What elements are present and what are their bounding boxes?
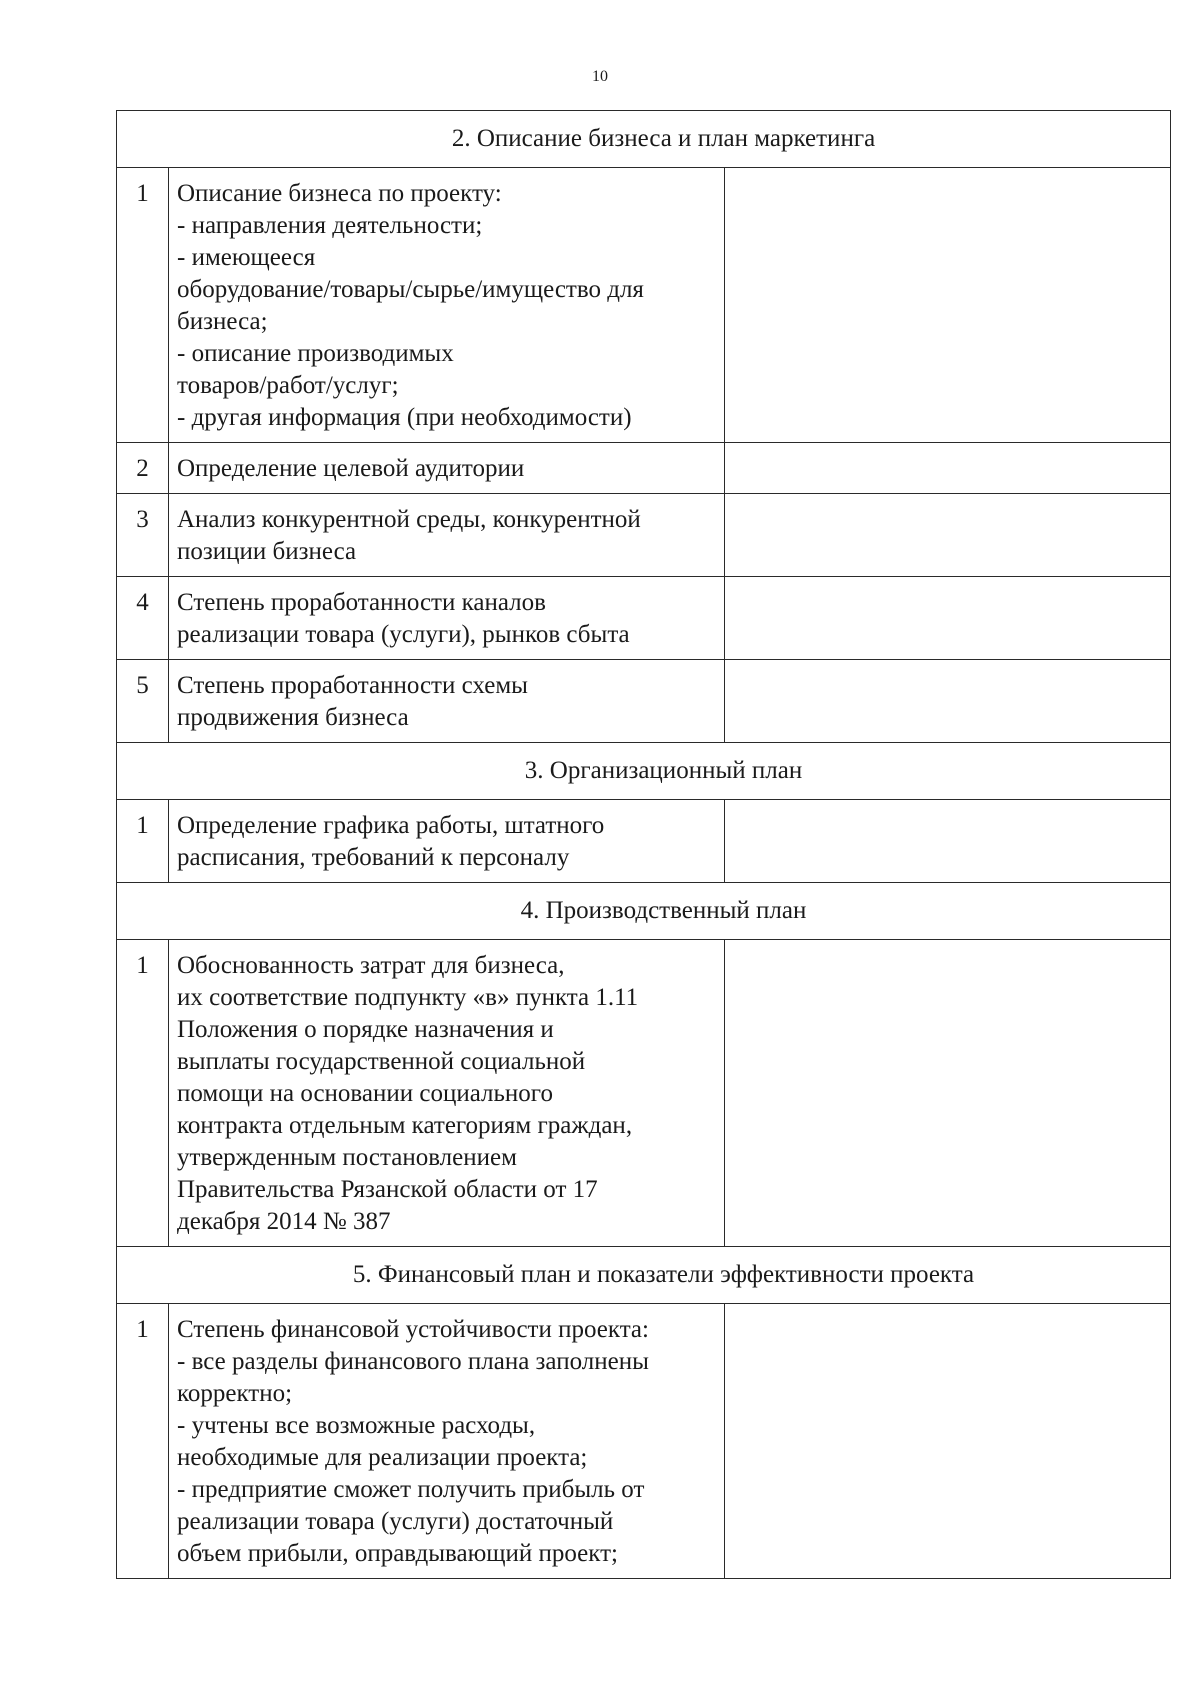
criterion-line: - направления деятельности; (177, 212, 483, 239)
row-number: 1 (117, 940, 169, 1247)
criterion-description (169, 168, 725, 443)
criterion-line: оборудование/товары/сырье/имущество для (177, 276, 644, 303)
criterion-line: товаров/работ/услуг; (177, 372, 399, 399)
evaluation-cell[interactable] (725, 940, 1171, 1247)
criterion-line: - предприятие сможет получить прибыль от (177, 1476, 645, 1503)
row-number: 5 (117, 660, 169, 743)
criterion-line: реализации товара (услуги), рынков сбыта (177, 621, 630, 648)
criterion-line: Определение целевой аудитории (177, 455, 525, 482)
criterion-line: Правительства Рязанской области от 17 (177, 1176, 598, 1203)
criterion-row (117, 1304, 1171, 1579)
criterion-line: необходимые для реализации проекта; (177, 1444, 588, 1471)
page-number: 10 (592, 68, 608, 85)
criterion-line: реализации товара (услуги) достаточный (177, 1508, 614, 1535)
section-title: 2. Описание бизнеса и план маркетинга (117, 111, 1171, 168)
criterion-description (169, 494, 725, 577)
criterion-line: декабря 2014 № 387 (177, 1208, 391, 1235)
evaluation-cell[interactable] (725, 660, 1171, 743)
criterion-line: - все разделы финансового плана заполнены (177, 1348, 649, 1375)
criterion-line: Степень финансовой устойчивости проекта: (177, 1316, 649, 1343)
criterion-line: - имеющееся (177, 244, 316, 271)
section-header-row (117, 111, 1171, 168)
criterion-line: Определение графика работы, штатного (177, 812, 605, 839)
criterion-line: Описание бизнеса по проекту: (177, 180, 502, 207)
row-number: 4 (117, 577, 169, 660)
row-number: 3 (117, 494, 169, 577)
section-header-row (117, 743, 1171, 800)
row-number: 1 (117, 168, 169, 443)
section-header-row (117, 883, 1171, 940)
criterion-line: корректно; (177, 1380, 293, 1407)
criterion-line: помощи на основании социального (177, 1080, 553, 1107)
section-header-row (117, 1247, 1171, 1304)
row-number: 2 (117, 443, 169, 494)
criterion-line: выплаты государственной социальной (177, 1048, 586, 1075)
criterion-row (117, 494, 1171, 577)
section-title: 3. Организационный план (117, 743, 1171, 800)
criterion-line: бизнеса; (177, 308, 268, 335)
criterion-line: утвержденным постановлением (177, 1144, 517, 1171)
criterion-line: - другая информация (при необходимости) (177, 404, 632, 431)
criterion-row (117, 168, 1171, 443)
criterion-line: Степень проработанности схемы (177, 672, 528, 699)
criterion-line: Положения о порядке назначения и (177, 1016, 554, 1043)
criterion-line: продвижения бизнеса (177, 704, 409, 731)
criterion-line: Обоснованность затрат для бизнеса, (177, 952, 565, 979)
criterion-line: - описание производимых (177, 340, 454, 367)
criterion-description (169, 660, 725, 743)
criterion-line: Степень проработанности каналов (177, 589, 546, 616)
criterion-description (169, 577, 725, 660)
criterion-row (117, 443, 1171, 494)
criterion-line: позиции бизнеса (177, 538, 357, 565)
criterion-line: - учтены все возможные расходы, (177, 1412, 536, 1439)
row-number: 1 (117, 800, 169, 883)
evaluation-cell[interactable] (725, 443, 1171, 494)
row-number: 1 (117, 1304, 169, 1579)
evaluation-cell[interactable] (725, 800, 1171, 883)
criterion-description (169, 443, 725, 494)
criterion-line: их соответствие подпункту «в» пункта 1.11 (177, 984, 639, 1011)
criterion-row (117, 940, 1171, 1247)
criterion-description (169, 800, 725, 883)
section-title: 4. Производственный план (117, 883, 1171, 940)
evaluation-cell[interactable] (725, 1304, 1171, 1579)
evaluation-cell[interactable] (725, 494, 1171, 577)
criterion-line: расписания, требований к персоналу (177, 844, 570, 871)
criterion-description (169, 940, 725, 1247)
criterion-row (117, 660, 1171, 743)
section-title: 5. Финансовый план и показатели эффективности проекта (117, 1247, 1171, 1304)
criterion-line: объем прибыли, оправдывающий проект; (177, 1540, 618, 1567)
criterion-row (117, 800, 1171, 883)
evaluation-cell[interactable] (725, 168, 1171, 443)
criterion-row (117, 577, 1171, 660)
criterion-description (169, 1304, 725, 1579)
evaluation-cell[interactable] (725, 577, 1171, 660)
criterion-line: Анализ конкурентной среды, конкурентной (177, 506, 641, 533)
evaluation-table (116, 110, 1171, 1579)
criterion-line: контракта отдельным категориям граждан, (177, 1112, 633, 1139)
